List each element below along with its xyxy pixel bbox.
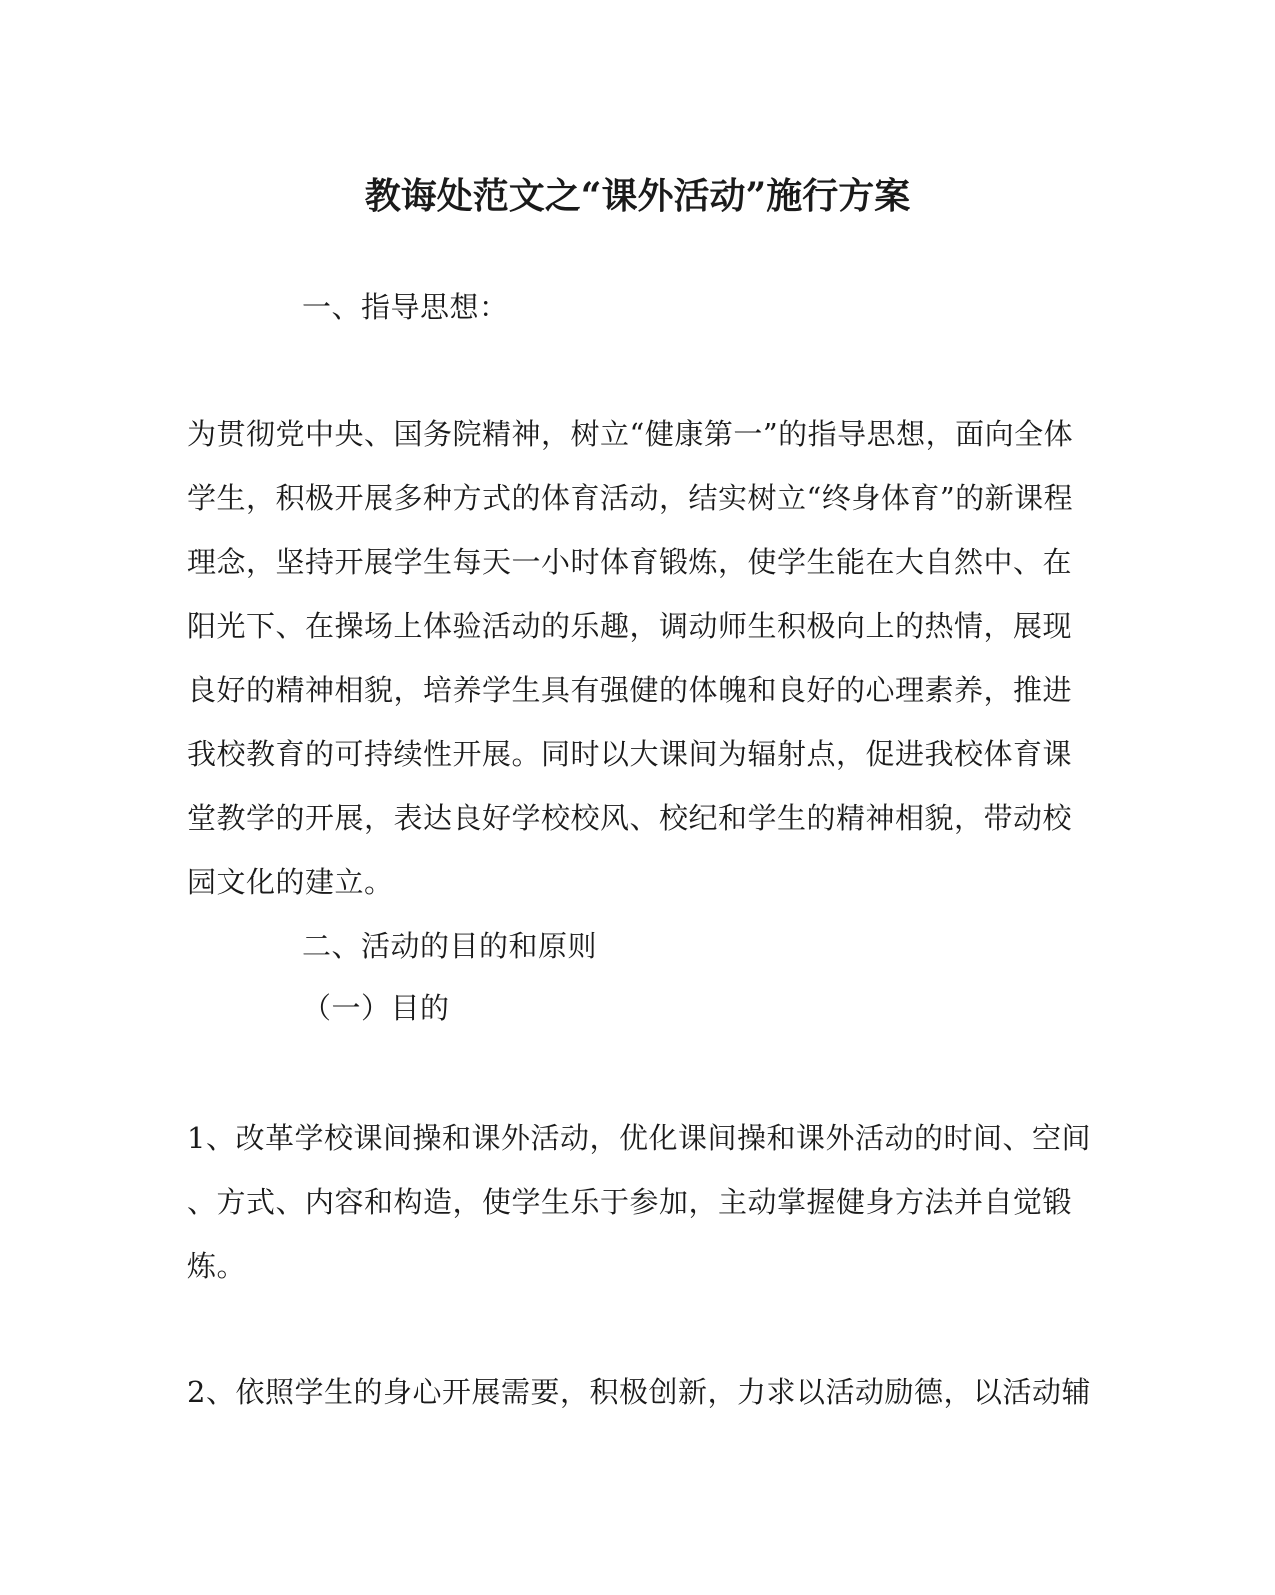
list-item-line: 2、依照学生的身心开展需要，积极创新，力求以活动励德，以活动辅	[187, 1375, 1091, 1409]
paragraph-line: 堂教学的开展，表达良好学校校风、校纪和学生的精神相貌，带动校	[187, 801, 1073, 835]
document-title: 教诲处范文之“课外活动”施行方案	[364, 175, 911, 217]
paragraph-line: 我校教育的可持续性开展。同时以大课间为辐射点，促进我校体育课	[187, 737, 1073, 771]
section-heading-guiding-thought: 一、指导思想：	[302, 290, 509, 324]
list-item-line: 1、改革学校课间操和课外活动，优化课间操和课外活动的时间、空间	[187, 1121, 1091, 1155]
list-item-line: 炼。	[187, 1249, 247, 1283]
subsection-heading-goals: （一）目的	[302, 991, 450, 1025]
paragraph-line: 园文化的建立。	[187, 865, 394, 899]
paragraph-line: 学生，积极开展多种方式的体育活动，结实树立“终身体育”的新课程	[187, 481, 1074, 515]
list-item-line: 、方式、内容和构造，使学生乐于参加，主动掌握健身方法并自觉锻	[187, 1185, 1073, 1219]
paragraph-line: 良好的精神相貌，培养学生具有强健的体魄和良好的心理素养，推进	[187, 673, 1073, 707]
paragraph-line: 阳光下、在操场上体验活动的乐趣，调动师生积极向上的热情，展现	[187, 609, 1073, 643]
paragraph-line: 理念，坚持开展学生每天一小时体育锻炼，使学生能在大自然中、在	[187, 545, 1073, 579]
section-heading-goals-principles: 二、活动的目的和原则	[302, 929, 598, 963]
paragraph-line: 为贯彻党中央、国务院精神，树立“健康第一”的指导思想，面向全体	[187, 417, 1074, 451]
